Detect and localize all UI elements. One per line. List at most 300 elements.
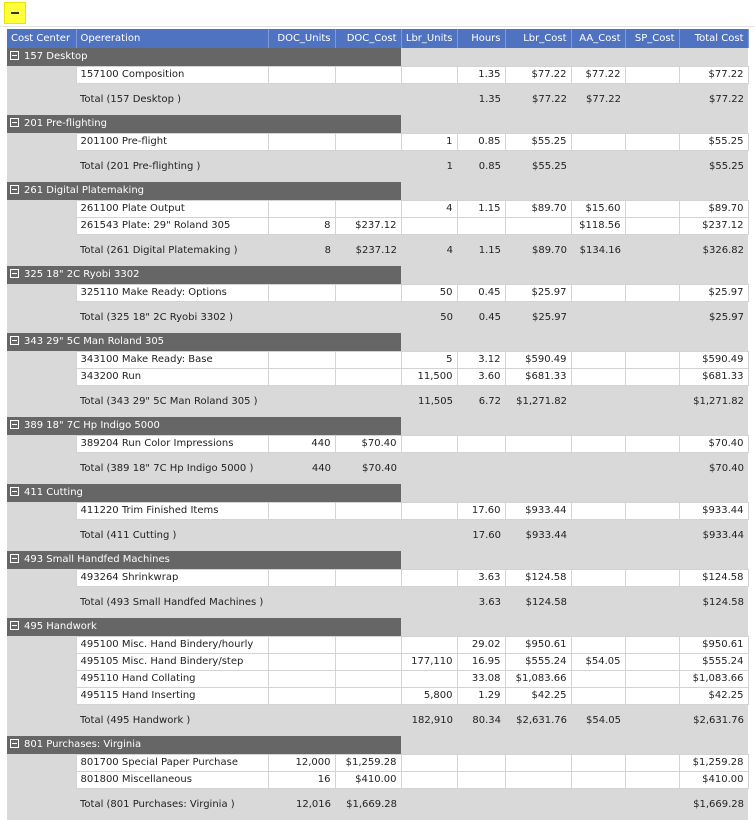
total-label: Total (201 Pre-flighting ) [76, 150, 268, 182]
cell-hours: 1.15 [457, 200, 505, 217]
operation-cell: 261100 Plate Output [76, 200, 268, 217]
cell-lbr-units [401, 217, 457, 234]
cell-sp-cost [625, 133, 679, 150]
cell-total-cost: $25.97 [679, 284, 748, 301]
collapse-toggle-icon[interactable] [10, 118, 19, 127]
group-header-fill [401, 417, 748, 435]
total-label: Total (325 18" 2C Ryobi 3302 ) [76, 301, 268, 333]
cell-doc-cost: $70.40 [335, 435, 401, 452]
total-doc-cost [335, 83, 401, 115]
total-doc-units [268, 83, 335, 115]
group-header [7, 736, 401, 754]
cell-doc-units [268, 66, 335, 83]
group-header-row [7, 736, 748, 754]
cell-doc-units [268, 284, 335, 301]
group-name: 493 Small Handfed Machines [24, 554, 170, 566]
detail-row [7, 217, 748, 234]
total-lbr-cost: $25.97 [505, 301, 571, 333]
cell-hours: 0.45 [457, 284, 505, 301]
row-indent [7, 284, 76, 301]
total-total-cost: $933.44 [679, 519, 748, 551]
header-row [7, 29, 748, 48]
cell-aa-cost [571, 771, 625, 788]
total-lbr-units [401, 586, 457, 618]
total-lbr-units [401, 452, 457, 484]
cell-aa-cost: $15.60 [571, 200, 625, 217]
cell-lbr-cost: $42.25 [505, 687, 571, 704]
group-header [7, 333, 401, 351]
total-total-cost: $55.25 [679, 150, 748, 182]
total-hours: 0.85 [457, 150, 505, 182]
cell-total-cost: $950.61 [679, 636, 748, 653]
total-sp-cost [625, 150, 679, 182]
total-doc-cost: $70.40 [335, 452, 401, 484]
grid-body [7, 48, 748, 820]
total-hours: 6.72 [457, 385, 505, 417]
collapse-toggle-icon[interactable] [10, 420, 19, 429]
operation-cell: 201100 Pre-flight [76, 133, 268, 150]
collapse-toggle-icon[interactable] [10, 336, 19, 345]
operation-cell: 801700 Special Paper Purchase [76, 754, 268, 771]
total-aa-cost [571, 788, 625, 820]
cell-total-cost: $1,259.28 [679, 754, 748, 771]
total-sp-cost [625, 452, 679, 484]
column-header-doc-units[interactable]: DOC_Units [268, 29, 335, 48]
column-header-hours[interactable]: Hours [457, 29, 505, 48]
cell-lbr-cost: $933.44 [505, 502, 571, 519]
total-hours: 17.60 [457, 519, 505, 551]
total-doc-units [268, 385, 335, 417]
cell-lbr-units: 1 [401, 133, 457, 150]
total-lbr-units: 1 [401, 150, 457, 182]
group-header-fill [401, 266, 748, 284]
cell-aa-cost [571, 687, 625, 704]
cell-lbr-units [401, 754, 457, 771]
group-total-row [7, 519, 748, 551]
cell-doc-units: 8 [268, 217, 335, 234]
operation-cell: 495110 Hand Collating [76, 670, 268, 687]
group-name: 389 18" 7C Hp Indigo 5000 [24, 420, 160, 432]
total-doc-cost [335, 301, 401, 333]
cell-lbr-units: 50 [401, 284, 457, 301]
row-indent [7, 150, 76, 182]
total-total-cost: $77.22 [679, 83, 748, 115]
cell-total-cost: $124.58 [679, 569, 748, 586]
total-lbr-cost: $89.70 [505, 234, 571, 266]
group-name: 343 29" 5C Man Roland 305 [24, 336, 165, 348]
collapse-toggle-icon[interactable] [10, 487, 19, 496]
cell-doc-units [268, 670, 335, 687]
cell-sp-cost [625, 368, 679, 385]
total-lbr-cost: $933.44 [505, 519, 571, 551]
cell-sp-cost [625, 284, 679, 301]
group-total-row [7, 385, 748, 417]
total-label: Total (495 Handwork ) [76, 704, 268, 736]
total-lbr-units [401, 788, 457, 820]
total-sp-cost [625, 234, 679, 266]
cell-hours: 3.12 [457, 351, 505, 368]
cell-doc-units [268, 502, 335, 519]
cell-sp-cost [625, 200, 679, 217]
total-total-cost: $124.58 [679, 586, 748, 618]
pivot-grid [7, 29, 749, 820]
row-indent [7, 569, 76, 586]
total-lbr-units: 50 [401, 301, 457, 333]
cell-doc-cost [335, 66, 401, 83]
total-doc-cost [335, 150, 401, 182]
group-total-row [7, 586, 748, 618]
group-total-row [7, 150, 748, 182]
group-header-row [7, 48, 748, 66]
cell-doc-cost [335, 284, 401, 301]
detail-row [7, 502, 748, 519]
detail-row [7, 133, 748, 150]
total-lbr-cost [505, 452, 571, 484]
collapse-toggle-icon[interactable] [10, 269, 19, 278]
cell-sp-cost [625, 217, 679, 234]
operation-cell: 261543 Plate: 29" Roland 305 [76, 217, 268, 234]
cell-aa-cost [571, 351, 625, 368]
detail-row [7, 636, 748, 653]
total-label: Total (801 Purchases: Virginia ) [76, 788, 268, 820]
cell-hours: 3.63 [457, 569, 505, 586]
row-indent [7, 385, 76, 417]
group-header-fill [401, 736, 748, 754]
cell-doc-cost [335, 569, 401, 586]
group-header [7, 266, 401, 284]
row-indent [7, 435, 76, 452]
group-header-row [7, 266, 748, 284]
cell-sp-cost [625, 502, 679, 519]
cell-doc-cost [335, 368, 401, 385]
total-label: Total (157 Desktop ) [76, 83, 268, 115]
group-header-fill [401, 48, 748, 66]
group-header-row [7, 417, 748, 435]
cell-total-cost: $933.44 [679, 502, 748, 519]
total-hours: 1.35 [457, 83, 505, 115]
operation-cell: 495105 Misc. Hand Bindery/step [76, 653, 268, 670]
group-header-fill [401, 551, 748, 569]
group-header-row [7, 115, 748, 133]
group-name: 801 Purchases: Virginia [24, 739, 142, 751]
group-header [7, 182, 401, 200]
column-header-total-cost[interactable]: Total Cost [679, 29, 748, 48]
collapse-toggle-icon[interactable] [10, 554, 19, 563]
cell-lbr-units [401, 502, 457, 519]
row-indent [7, 754, 76, 771]
cell-doc-units [268, 368, 335, 385]
cell-aa-cost: $54.05 [571, 653, 625, 670]
cell-lbr-cost: $124.58 [505, 569, 571, 586]
group-header-fill [401, 618, 748, 636]
operation-cell: 343200 Run [76, 368, 268, 385]
total-sp-cost [625, 519, 679, 551]
total-aa-cost [571, 586, 625, 618]
total-doc-units [268, 301, 335, 333]
cell-aa-cost [571, 502, 625, 519]
cell-sp-cost [625, 653, 679, 670]
group-name: 411 Cutting [24, 487, 83, 499]
group-total-row [7, 704, 748, 736]
total-sp-cost [625, 301, 679, 333]
detail-row [7, 771, 748, 788]
cell-lbr-cost: $681.33 [505, 368, 571, 385]
row-indent [7, 636, 76, 653]
cell-lbr-cost: $590.49 [505, 351, 571, 368]
detail-row [7, 284, 748, 301]
cell-lbr-cost [505, 771, 571, 788]
cell-aa-cost [571, 133, 625, 150]
cell-doc-cost [335, 636, 401, 653]
cell-lbr-units: 177,110 [401, 653, 457, 670]
cell-sp-cost [625, 435, 679, 452]
group-total-row [7, 301, 748, 333]
column-header-opereration[interactable]: Opereration [76, 29, 268, 48]
cell-aa-cost [571, 435, 625, 452]
collapse-toggle-icon[interactable] [10, 51, 19, 60]
row-indent [7, 217, 76, 234]
cell-doc-cost [335, 670, 401, 687]
cell-doc-cost [335, 653, 401, 670]
cell-hours [457, 771, 505, 788]
cell-lbr-cost: $950.61 [505, 636, 571, 653]
cell-total-cost: $237.12 [679, 217, 748, 234]
detail-row [7, 687, 748, 704]
collapse-toggle-icon[interactable] [10, 185, 19, 194]
cell-total-cost: $555.24 [679, 653, 748, 670]
cell-sp-cost [625, 351, 679, 368]
total-doc-cost [335, 586, 401, 618]
total-doc-cost [335, 704, 401, 736]
group-total-row [7, 788, 748, 820]
row-indent [7, 66, 76, 83]
row-indent [7, 788, 76, 820]
row-indent [7, 351, 76, 368]
cell-total-cost: $681.33 [679, 368, 748, 385]
cell-total-cost: $410.00 [679, 771, 748, 788]
total-total-cost: $1,271.82 [679, 385, 748, 417]
group-name: 325 18" 2C Ryobi 3302 [24, 269, 140, 281]
total-doc-units [268, 586, 335, 618]
group-name: 261 Digital Platemaking [24, 185, 145, 197]
total-hours: 1.15 [457, 234, 505, 266]
cell-doc-cost [335, 200, 401, 217]
row-indent [7, 670, 76, 687]
cell-total-cost: $1,083.66 [679, 670, 748, 687]
cell-doc-units [268, 351, 335, 368]
group-header-row [7, 182, 748, 200]
collapse-toggle-icon[interactable] [10, 739, 19, 748]
operation-cell: 325110 Make Ready: Options [76, 284, 268, 301]
group-header [7, 48, 401, 66]
cell-hours [457, 217, 505, 234]
total-total-cost: $326.82 [679, 234, 748, 266]
cell-hours: 17.60 [457, 502, 505, 519]
cell-lbr-units [401, 771, 457, 788]
total-lbr-units [401, 519, 457, 551]
row-indent [7, 452, 76, 484]
total-lbr-cost: $2,631.76 [505, 704, 571, 736]
operation-cell: 157100 Composition [76, 66, 268, 83]
group-header [7, 484, 401, 502]
detail-row [7, 66, 748, 83]
row-indent [7, 234, 76, 266]
column-header-sp-cost[interactable]: SP_Cost [625, 29, 679, 48]
cell-sp-cost [625, 569, 679, 586]
cell-doc-units: 16 [268, 771, 335, 788]
total-lbr-units: 4 [401, 234, 457, 266]
column-header-lbr-units[interactable]: Lbr_Units [401, 29, 457, 48]
cell-lbr-units [401, 435, 457, 452]
row-indent [7, 200, 76, 217]
group-header-fill [401, 115, 748, 133]
cell-total-cost: $55.25 [679, 133, 748, 150]
total-lbr-cost: $77.22 [505, 83, 571, 115]
cell-hours [457, 754, 505, 771]
operation-cell: 493264 Shrinkwrap [76, 569, 268, 586]
cell-doc-units [268, 653, 335, 670]
cell-lbr-units: 5,800 [401, 687, 457, 704]
total-doc-units: 440 [268, 452, 335, 484]
cell-sp-cost [625, 754, 679, 771]
cell-hours: 0.85 [457, 133, 505, 150]
detail-row [7, 200, 748, 217]
total-aa-cost [571, 452, 625, 484]
total-aa-cost: $77.22 [571, 83, 625, 115]
group-header-row [7, 333, 748, 351]
group-name: 157 Desktop [24, 51, 88, 63]
cell-doc-cost: $237.12 [335, 217, 401, 234]
group-header [7, 417, 401, 435]
total-doc-units: 8 [268, 234, 335, 266]
total-lbr-cost: $124.58 [505, 586, 571, 618]
total-hours [457, 788, 505, 820]
cell-total-cost: $590.49 [679, 351, 748, 368]
total-doc-cost: $1,669.28 [335, 788, 401, 820]
total-sp-cost [625, 586, 679, 618]
cell-aa-cost [571, 754, 625, 771]
group-header-row [7, 484, 748, 502]
cell-lbr-cost: $25.97 [505, 284, 571, 301]
cell-doc-units [268, 200, 335, 217]
cell-lbr-cost: $555.24 [505, 653, 571, 670]
cell-total-cost: $77.22 [679, 66, 748, 83]
total-label: Total (389 18" 7C Hp Indigo 5000 ) [76, 452, 268, 484]
operation-cell: 389204 Run Color Impressions [76, 435, 268, 452]
cell-doc-cost [335, 687, 401, 704]
total-doc-cost [335, 519, 401, 551]
row-indent [7, 83, 76, 115]
row-indent [7, 771, 76, 788]
cell-hours [457, 435, 505, 452]
detail-row [7, 653, 748, 670]
cell-aa-cost [571, 284, 625, 301]
total-lbr-units [401, 83, 457, 115]
total-aa-cost [571, 301, 625, 333]
total-label: Total (343 29" 5C Man Roland 305 ) [76, 385, 268, 417]
column-header-lbr-cost[interactable]: Lbr_Cost [505, 29, 571, 48]
cell-aa-cost: $118.56 [571, 217, 625, 234]
column-header-cost-center[interactable]: Cost Center [7, 29, 76, 48]
cell-doc-cost [335, 351, 401, 368]
cell-doc-units [268, 133, 335, 150]
total-doc-units [268, 519, 335, 551]
group-total-row [7, 452, 748, 484]
operation-cell: 801800 Miscellaneous [76, 771, 268, 788]
operation-cell: 411220 Trim Finished Items [76, 502, 268, 519]
total-sp-cost [625, 704, 679, 736]
row-indent [7, 704, 76, 736]
cell-hours: 33.08 [457, 670, 505, 687]
detail-row [7, 670, 748, 687]
collapse-toggle-icon[interactable] [10, 621, 19, 630]
group-header-fill [401, 333, 748, 351]
cell-hours: 29.02 [457, 636, 505, 653]
cell-sp-cost [625, 636, 679, 653]
total-lbr-units: 182,910 [401, 704, 457, 736]
detail-row [7, 368, 748, 385]
column-header-aa-cost[interactable]: AA_Cost [571, 29, 625, 48]
cell-lbr-cost [505, 435, 571, 452]
cell-lbr-units [401, 66, 457, 83]
cell-aa-cost [571, 636, 625, 653]
row-indent [7, 586, 76, 618]
column-header-doc-cost[interactable]: DOC_Cost [335, 29, 401, 48]
group-header-row [7, 551, 748, 569]
row-indent [7, 502, 76, 519]
cell-total-cost: $42.25 [679, 687, 748, 704]
row-indent [7, 687, 76, 704]
cell-doc-units: 440 [268, 435, 335, 452]
total-hours: 0.45 [457, 301, 505, 333]
cell-doc-cost: $1,259.28 [335, 754, 401, 771]
cell-lbr-units: 5 [401, 351, 457, 368]
cell-doc-cost: $410.00 [335, 771, 401, 788]
total-sp-cost [625, 788, 679, 820]
cell-sp-cost [625, 670, 679, 687]
total-label: Total (261 Digital Platemaking ) [76, 234, 268, 266]
cell-lbr-cost: $89.70 [505, 200, 571, 217]
group-name: 201 Pre-flighting [24, 118, 107, 130]
total-hours: 3.63 [457, 586, 505, 618]
group-header [7, 115, 401, 133]
row-indent [7, 133, 76, 150]
toolbar [0, 0, 755, 27]
cell-doc-units [268, 569, 335, 586]
total-doc-units: 12,016 [268, 788, 335, 820]
total-label: Total (411 Cutting ) [76, 519, 268, 551]
total-sp-cost [625, 83, 679, 115]
detail-row [7, 351, 748, 368]
cell-sp-cost [625, 687, 679, 704]
cell-lbr-cost [505, 754, 571, 771]
total-lbr-cost [505, 788, 571, 820]
total-hours [457, 452, 505, 484]
total-aa-cost: $134.16 [571, 234, 625, 266]
collapse-all-button[interactable] [4, 2, 26, 24]
total-total-cost: $2,631.76 [679, 704, 748, 736]
cell-doc-cost [335, 133, 401, 150]
detail-row [7, 754, 748, 771]
cell-lbr-cost [505, 217, 571, 234]
cell-hours: 1.35 [457, 66, 505, 83]
cell-lbr-cost: $1,083.66 [505, 670, 571, 687]
total-sp-cost [625, 385, 679, 417]
cell-lbr-units: 11,500 [401, 368, 457, 385]
operation-cell: 343100 Make Ready: Base [76, 351, 268, 368]
row-indent [7, 653, 76, 670]
total-aa-cost [571, 385, 625, 417]
